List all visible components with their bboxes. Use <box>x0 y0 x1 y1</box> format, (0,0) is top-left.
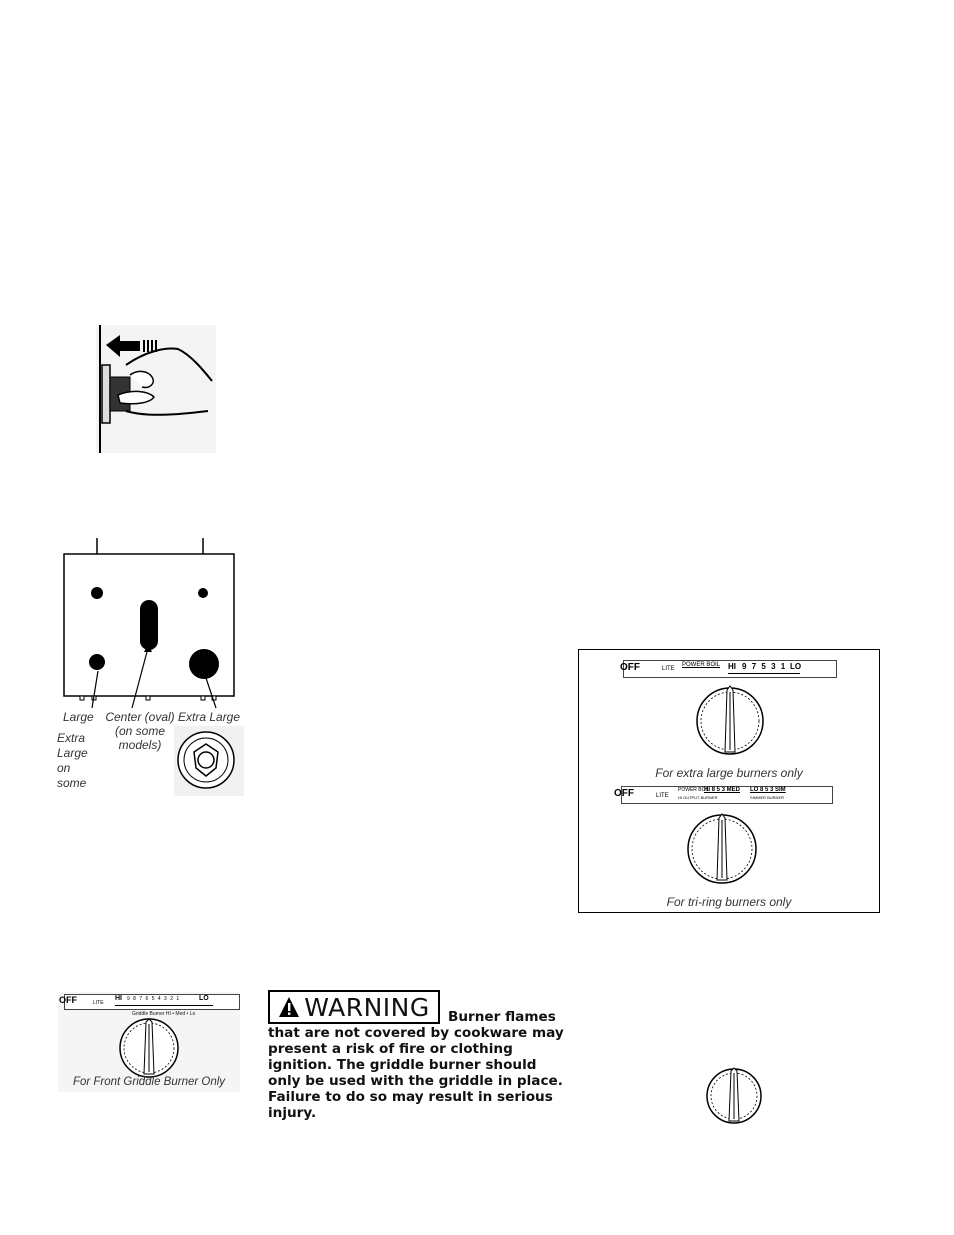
xl-burner-knob-icon <box>695 682 765 760</box>
warning-text: Burner flames that are not covered by cookware may present a risk of fire or clothing ignition. The griddle burner should only be used with the griddle in place. Failure to do so may result in serious injury. <box>268 1009 564 1121</box>
tri-ring-caption: For tri-ring burners only <box>666 895 792 909</box>
scale2-power-boil: POWER BOIL <box>678 787 710 793</box>
griddle-scale <box>59 994 240 1010</box>
scale-hi: HI <box>728 662 736 671</box>
griddle-lo: LO <box>199 995 209 1002</box>
griddle-lite: LITE <box>93 1000 104 1006</box>
scale2-lite: LITE <box>656 793 669 799</box>
knob-removal-illustration <box>96 325 216 453</box>
scale2-hi-output: HI OUTPUT BURNER <box>678 795 718 800</box>
label-large: Large <box>63 710 94 724</box>
griddle-knob-panel <box>58 992 240 1092</box>
griddle-hi: HI <box>115 995 122 1002</box>
scale-off: OFF <box>620 662 640 673</box>
xl-burner-scale <box>620 660 837 678</box>
label-extra-large-on-some: Extra Large on some <box>57 731 88 790</box>
scale2-hi-seq: HI 8 5 3 MED <box>704 787 741 793</box>
scale2-lo-seq: LO 8 5 3 SIM <box>750 787 786 793</box>
knob-settings-panel <box>578 649 880 913</box>
tri-ring-scale <box>614 786 833 804</box>
xl-burner-caption: For extra large burners only <box>655 766 803 780</box>
scale-steps: 9 7 5 3 1 <box>742 662 786 671</box>
standalone-knob-icon <box>705 1067 763 1125</box>
label-center-oval: Center (oval) (on some models) <box>105 710 175 752</box>
label-extra-large: Extra Large <box>178 710 241 724</box>
scale-power-boil: POWER BOIL <box>682 662 721 668</box>
griddle-scale-sub: Griddle Burner HI • Med • Lo <box>132 1011 196 1017</box>
scale-lite: LITE <box>662 666 675 672</box>
griddle-caption: For Front Griddle Burner Only <box>72 1076 226 1088</box>
griddle-steps: 9 8 7 6 5 4 3 2 1 <box>127 996 180 1002</box>
tri-ring-knob-icon <box>687 810 757 888</box>
griddle-off: OFF <box>59 995 77 1005</box>
scale2-simmer: SIMMER BURNER <box>750 795 785 800</box>
warning-word: WARNING <box>304 992 430 1022</box>
scale2-off: OFF <box>614 788 634 799</box>
griddle-knob-icon <box>118 1018 180 1078</box>
scale-lo: LO <box>790 662 802 671</box>
